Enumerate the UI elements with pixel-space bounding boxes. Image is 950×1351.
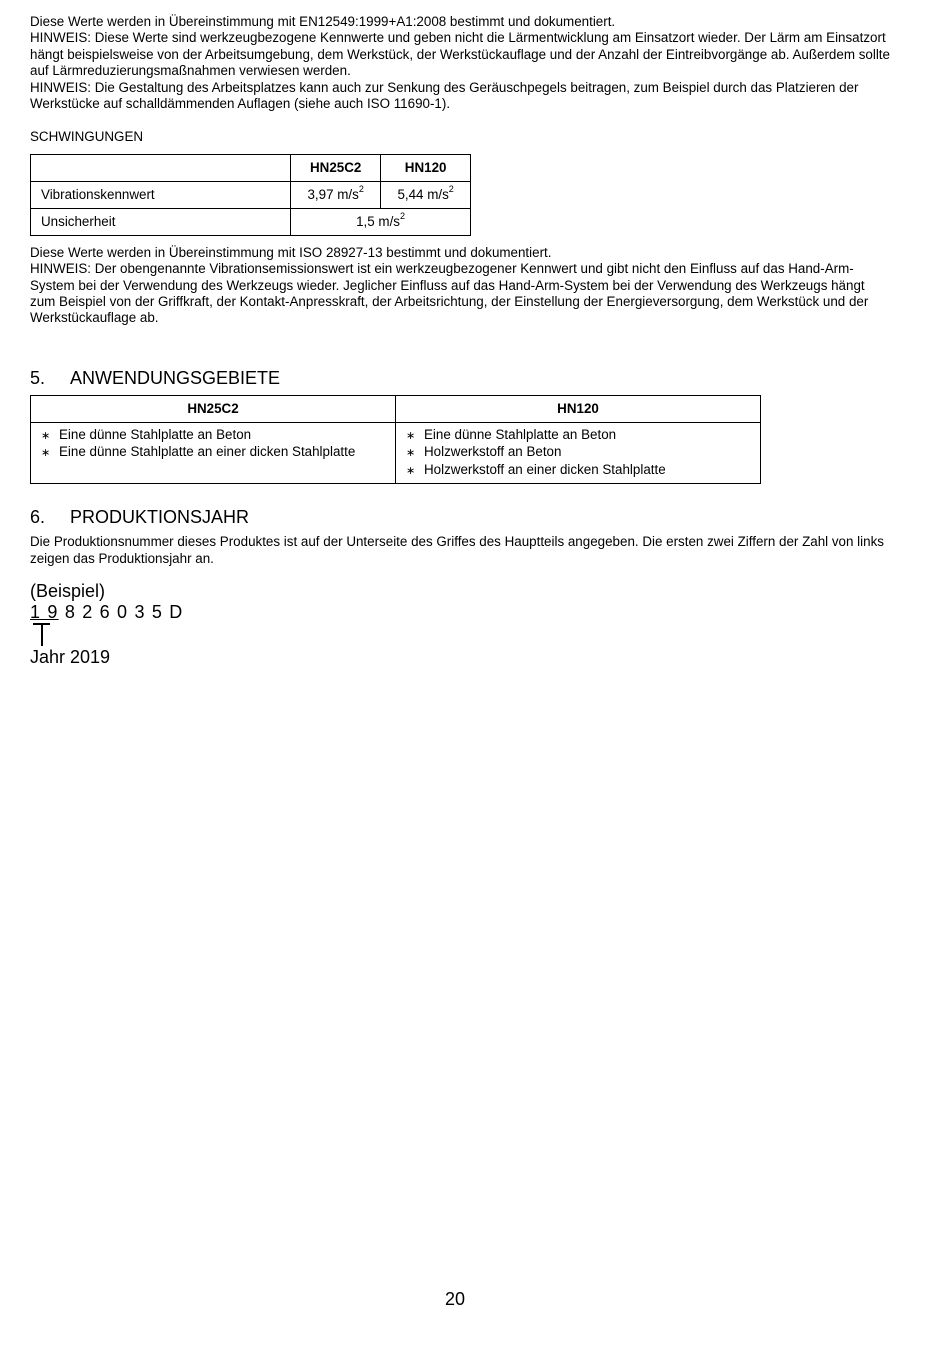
applications-table <box>30 395 761 484</box>
serial-example <box>30 581 890 668</box>
intro-line-1: Diese Werte werden in Übereinstimmung mit EN12549:1999+A1:2008 bestimmt und dokumentiert. <box>30 14 616 29</box>
vibration-value-hn120: 5,44 $m/s^2$ <box>381 181 471 208</box>
table-row <box>31 422 761 483</box>
page-number: 20 <box>444 1289 466 1309</box>
vibration-note-2: HINWEIS: Der obengenannte Vibrationsemissionswert ist ein werkzeugbezogener Kennwert und gibt nicht den Einfluss auf das Hand-Arm-System bei der Verwendung des Werkzeugs wieder. Jeglicher Einfluss auf das Hand-Arm-System bei der Verwendung des Werkzeugs hängt zum Beispiel von der Griffkraft, der Kontakt-Anpresskraft, der Arbeitsrichtung, der Einstellung der Energieversorgung, dem Werkstück und der Werkstückauflage ab. <box>30 261 869 326</box>
applications-hn120 <box>396 422 761 483</box>
table-row <box>31 208 471 235</box>
table-header-hn25c2: HN25C2 <box>31 395 396 422</box>
table-header-hn120: HN120 <box>396 395 761 422</box>
row-label-vibration: Vibrationskennwert <box>31 181 291 208</box>
section-5-heading: 5. ANWENDUNGSGEBIETE <box>30 367 281 388</box>
intro-note-2: HINWEIS: Die Gestaltung des Arbeitsplatzes kann auch zur Senkung des Geräuschpegels beitragen, zum Beispiel durch das Platzieren der Werkstücke auf schalldämmenden Auflagen (siehe auch ISO 11690-1). <box>30 79 859 112</box>
example-label: (Beispiel) <box>30 580 106 601</box>
year-indicator-mark <box>30 623 890 647</box>
list-item: ∗ Holzwerkstoff an Beton <box>406 444 562 460</box>
vibration-note-1: Diese Werte werden in Übereinstimmung mit ISO 28927-13 bestimmt und dokumentiert. <box>30 244 552 260</box>
applications-hn25c2 <box>31 422 396 483</box>
table-header-empty <box>31 154 291 181</box>
vibration-label: SCHWINGUNGEN <box>30 129 144 145</box>
vibration-value-hn25c2: 3,97 $m/s^2$ <box>291 181 381 208</box>
section-6-heading: 6. PRODUKTIONSJAHR <box>30 507 250 528</box>
table-header-hn120: HN120 <box>381 154 471 181</box>
vibration-table <box>30 154 471 236</box>
list-item: ∗ Holzwerkstoff an einer dicken Stahlplatte <box>406 461 666 477</box>
uncertainty-value: 1,5 $m/s^2$ <box>291 208 471 235</box>
intro-note-1: HINWEIS: Diese Werte sind werkzeugbezogene Kennwerte und geben nicht die Lärmentwicklung am Einsatzort wieder. Der Lärm am Einsatzort hängt beispielsweise von der Arbeitsumgebung, dem Werkstück, der Werkstückauflage und der Anzahl der Eintreibvorgänge ab. Außerdem sollte auf Lärmreduzierungsmaßnahmen verwiesen werden. <box>30 30 890 79</box>
document-page <box>30 14 890 668</box>
table-row <box>31 395 761 422</box>
row-label-uncertainty: Unsicherheit <box>31 208 291 235</box>
serial-number: 1 9 8 2 6 0 3 5 D <box>30 601 184 622</box>
list-item: ∗ Eine dünne Stahlplatte an Beton <box>406 426 617 442</box>
list-item: ∗ Eine dünne Stahlplatte an Beton <box>41 426 252 442</box>
table-header-hn25c2: HN25C2 <box>291 154 381 181</box>
list-item: ∗ Eine dünne Stahlplatte an einer dicken Stahlplatte <box>41 444 356 460</box>
year-label: Jahr 2019 <box>30 646 111 667</box>
table-row <box>31 181 471 208</box>
table-row <box>31 154 471 181</box>
section-6-text: Die Produktionsnummer dieses Produktes ist auf der Unterseite des Griffes des Hauptteils angegeben. Die ersten zwei Ziffern der Zahl von links zeigen das Produktionsjahr an. <box>30 534 884 566</box>
